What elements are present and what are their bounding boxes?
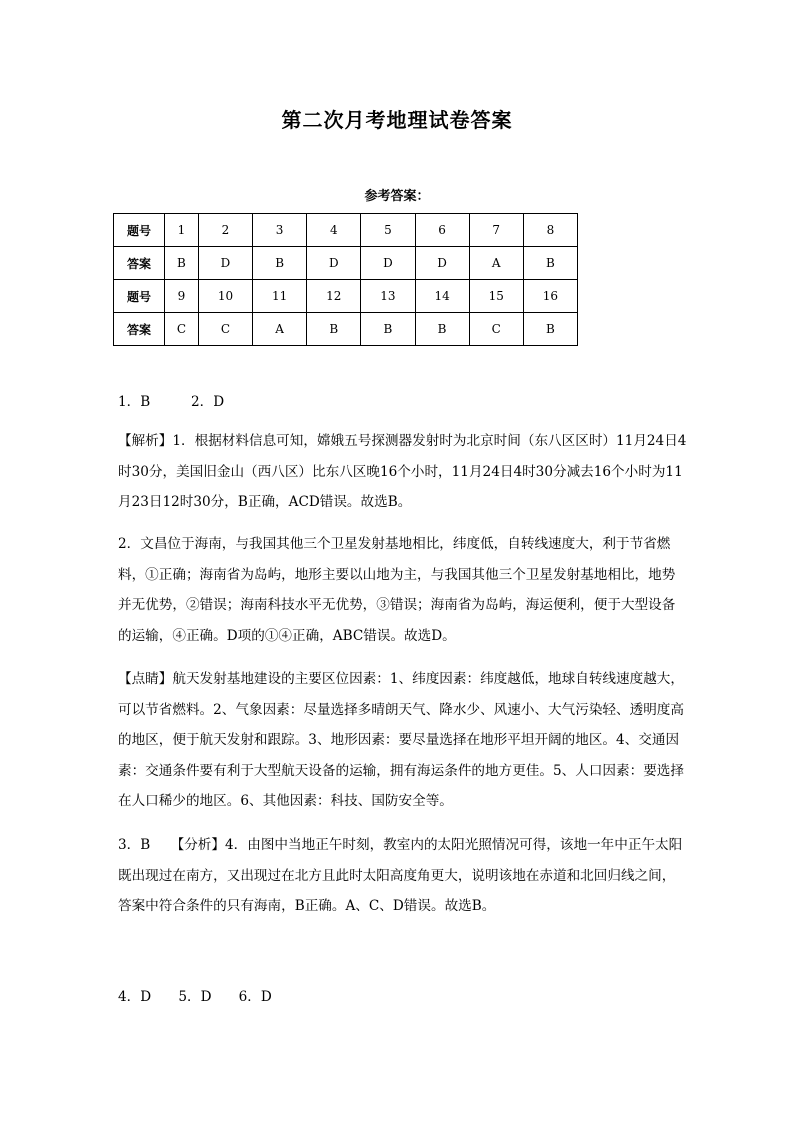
- table-cell: A: [253, 313, 307, 346]
- answer-table: [113, 213, 578, 346]
- table-cell: B: [307, 313, 361, 346]
- table-cell: D: [307, 247, 361, 280]
- table-row: [114, 313, 578, 346]
- table-cell: 6: [415, 214, 469, 247]
- row-label: 答案: [114, 313, 165, 346]
- table-cell: D: [361, 247, 415, 280]
- table-row: [114, 247, 578, 280]
- table-row: [114, 280, 578, 313]
- table-cell: 1: [165, 214, 199, 247]
- table-cell: D: [415, 247, 469, 280]
- table-cell: 8: [523, 214, 577, 247]
- table-cell: 13: [361, 280, 415, 313]
- table-cell: B: [523, 247, 577, 280]
- table-cell: 12: [307, 280, 361, 313]
- table-cell: D: [198, 247, 252, 280]
- table-cell: 14: [415, 280, 469, 313]
- answer-3-analysis-paragraph: 3．B 【分析】4．由图中当地正午时刻，教室内的太阳光照情况可得，该地一年中正午太阳既出现过在南方，又出现过在北方且此时太阳高度角更大，说明该地在赤道和北回归线之间，答案中符合条件的只有海南，B正确。A、C、D错误。故选B。: [118, 837, 683, 914]
- tip-paragraph: 【点睛】航天发射基地建设的主要区位因素：1、纬度因素：纬度越低，地球自转线速度越大，可以节省燃料。2、气象因素：尽量选择多晴朗天气、降水少、风速小、大气污染轻、透明度高的地区，便于航天发射和跟踪。3、地形因素：要尽量选择在地形平坦开阔的地区。4、交通因素：交通条件要有利于大型航天设备的运输，拥有海运条件的地方更佳。5、人口因素：要选择在人口稀少的地区。6、其他因素：科技、国防安全等。: [118, 671, 684, 809]
- analysis-paragraph-1: 【解析】1．根据材料信息可知，嫦娥五号探测器发射时为北京时间（东八区区时）11月24日4时30分，美国旧金山（西八区）比东八区晚16个小时，11月24日4时30分减去16个小时为11月23日12时30分，B正确，ACD错误。故选B。: [118, 433, 687, 510]
- table-cell: B: [361, 313, 415, 346]
- table-cell: 15: [469, 280, 523, 313]
- table-cell: B: [415, 313, 469, 346]
- table-cell: B: [165, 247, 199, 280]
- page-title: 第二次月考地理试卷答案: [281, 108, 513, 132]
- answers-1-2: 1．B 2．D: [118, 394, 225, 410]
- table-cell: 16: [523, 280, 577, 313]
- table-cell: C: [165, 313, 199, 346]
- table-cell: B: [253, 247, 307, 280]
- row-label: 题号: [114, 280, 165, 313]
- table-cell: 7: [469, 214, 523, 247]
- table-cell: C: [198, 313, 252, 346]
- analysis-paragraph-2: 2．文昌位于海南，与我国其他三个卫星发射基地相比，纬度低，自转线速度大，利于节省燃料，①正确；海南省为岛屿，地形主要以山地为主，与我国其他三个卫星发射基地相比，地势并无优势，②错误；海南科技水平无优势，③错误；海南省为岛屿，海运便利，便于大型设备的运输，④正确。D项的①④正确，ABC错误。故选D。: [118, 536, 676, 644]
- reference-answers-heading: 参考答案：: [364, 189, 430, 204]
- table-row: [114, 214, 578, 247]
- table-cell: A: [469, 247, 523, 280]
- table-cell: C: [469, 313, 523, 346]
- table-cell: 10: [198, 280, 252, 313]
- table-cell: 2: [198, 214, 252, 247]
- table-cell: 3: [253, 214, 307, 247]
- table-cell: 9: [165, 280, 199, 313]
- row-label: 答案: [114, 247, 165, 280]
- table-cell: 4: [307, 214, 361, 247]
- table-cell: 11: [253, 280, 307, 313]
- table-cell: B: [523, 313, 577, 346]
- answers-4-6: 4．D 5．D 6．D: [118, 989, 272, 1005]
- row-label: 题号: [114, 214, 165, 247]
- table-cell: 5: [361, 214, 415, 247]
